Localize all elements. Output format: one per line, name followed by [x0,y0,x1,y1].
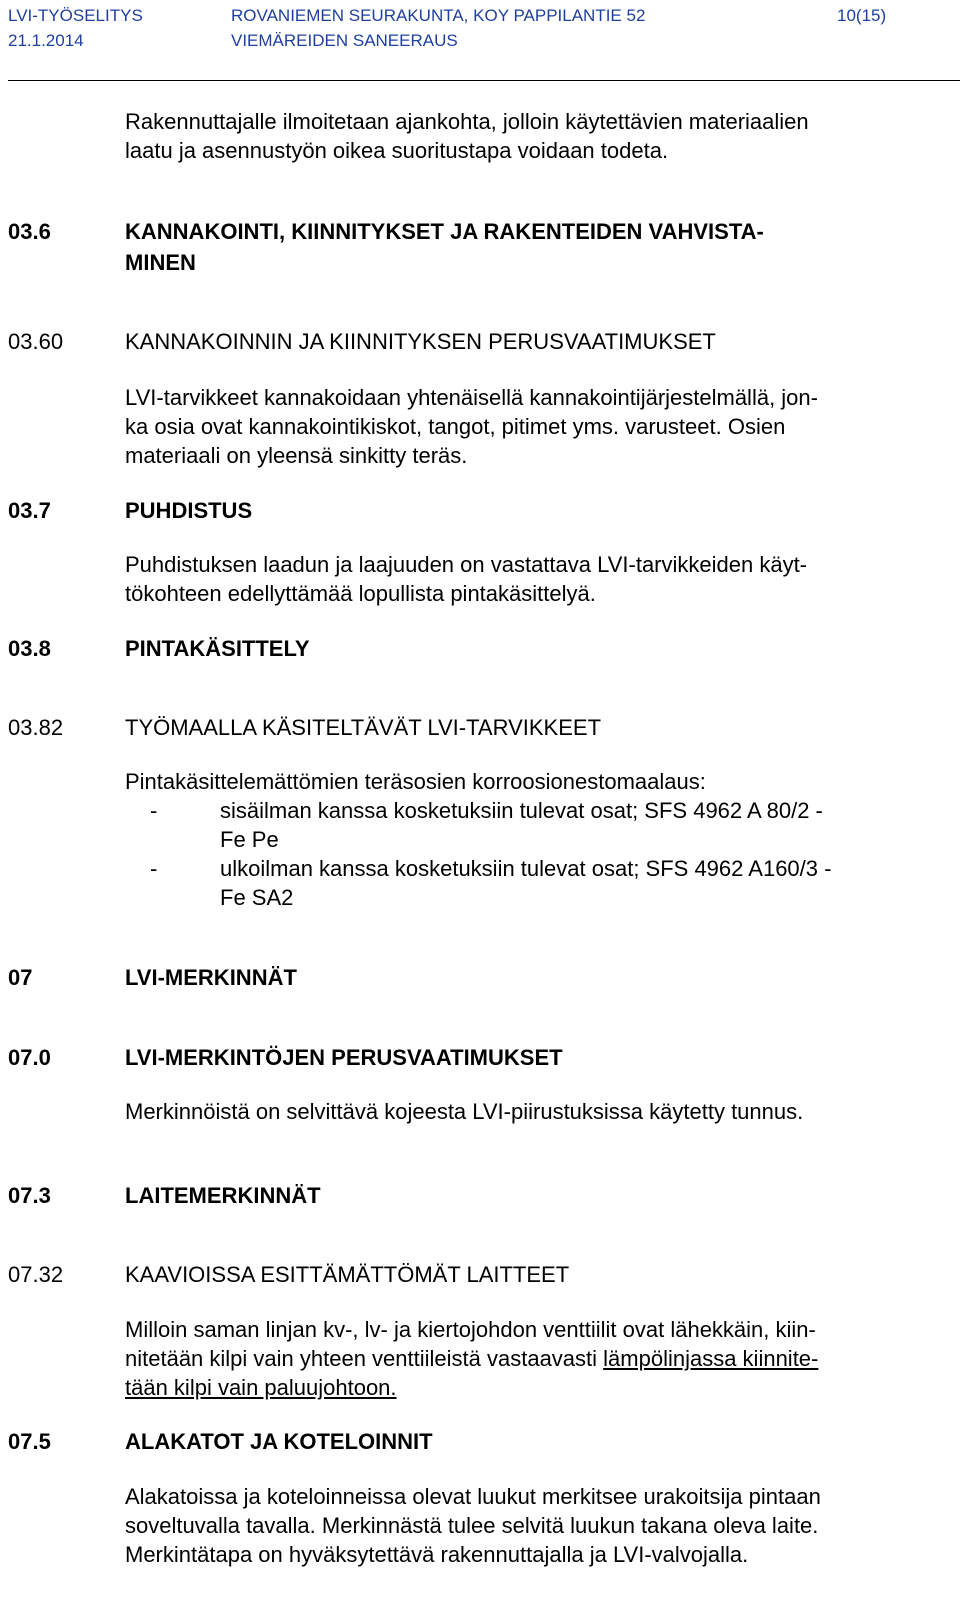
section-title-03-7: PUHDISTUS [125,498,253,523]
section-title-07: LVI-MERKINNÄT [125,965,297,990]
paragraph-03-60-line-3: materiaali on yleensä sinkitty teräs. [125,443,468,468]
section-title-03-60: KANNAKOINNIN JA KIINNITYKSEN PERUSVAATIMUKSET [125,329,716,354]
paragraph-03-7-line-2: tökohteen edellyttämää lopullista pintakäsittelyä. [125,581,596,606]
section-title-07-3: LAITEMERKINNÄT [125,1183,321,1208]
paragraph-07-32-line-1: Milloin saman linjan kv-, lv- ja kiertojohdon venttiilit ovat lähekkäin, kiin- [125,1317,816,1342]
underlined-requirement-part-1: lämpölinjassa kiinnite- [603,1346,819,1371]
section-number-07: 07 [8,965,33,990]
paragraph-07-5-line-1: Alakatoissa ja koteloinneissa olevat luukut merkitsee urakoitsija pintaan [125,1484,821,1509]
section-title-07-32: KAAVIOISSA ESITTÄMÄTTÖMÄT LAITTEET [125,1262,570,1287]
paragraph-07-32-line-2 [125,1344,818,1374]
section-number-03-8: 03.8 [8,636,51,661]
section-title-03-8: PINTAKÄSITTELY [125,636,310,661]
paragraph-03-82-intro: Pintakäsittelemättömien teräsosien korroosionestomaalaus: [125,769,706,794]
section-title-03-6-line-1: KANNAKOINTI, KIINNITYKSET JA RAKENTEIDEN VAHVISTA- [125,219,764,244]
list-item-1-line-2: Fe Pe [220,827,279,852]
list-bullet-1: - [150,798,158,823]
section-number-03-60: 03.60 [8,329,64,354]
section-title-07-0: LVI-MERKINTÖJEN PERUSVAATIMUKSET [125,1045,563,1070]
project-subtitle: VIEMÄREIDEN SANEERAUS [231,31,458,50]
list-item-2-line-2: Fe SA2 [220,885,294,910]
section-title-07-5: ALAKATOT JA KOTELOINNIT [125,1429,433,1454]
paragraph-07-5-line-3: Merkintätapa on hyväksytettävä rakennuttajalla ja LVI-valvojalla. [125,1542,749,1567]
intro-line-1: Rakennuttajalle ilmoitetaan ajankohta, jolloin käytettävien materiaalien [125,109,809,134]
section-number-07-0: 07.0 [8,1045,51,1070]
list-item-2-line-1: ulkoilman kanssa kosketuksiin tulevat osat; SFS 4962 A160/3 - [220,856,832,881]
section-number-07-5: 07.5 [8,1429,51,1454]
header-divider [8,80,960,81]
section-number-07-3: 07.3 [8,1183,51,1208]
section-title-03-82: TYÖMAALLA KÄSITELTÄVÄT LVI-TARVIKKEET [125,715,602,740]
paragraph-07-0-line-1: Merkinnöistä on selvittävä kojeesta LVI-piirustuksissa käytetty tunnus. [125,1099,804,1124]
paragraph-03-60-line-2: ka osia ovat kannakointikiskot, tangot, pitimet yms. varusteet. Osien [125,414,786,439]
document-type: LVI-TYÖSELITYS [8,6,143,25]
list-item-1-line-1: sisäilman kanssa kosketuksiin tulevat osat; SFS 4962 A 80/2 - [220,798,823,823]
paragraph-07-5-line-2: soveltuvalla tavalla. Merkinnästä tulee selvitä luukun takana oleva laite. [125,1513,819,1538]
section-number-07-32: 07.32 [8,1262,64,1287]
section-title-03-6-line-2: MINEN [125,250,196,275]
section-number-03-7: 03.7 [8,498,51,523]
section-number-03-6: 03.6 [8,219,51,244]
paragraph-03-60-line-1: LVI-tarvikkeet kannakoidaan yhtenäisellä kannakointijärjestelmällä, jon- [125,385,818,410]
section-number-03-82: 03.82 [8,715,64,740]
paragraph-07-32-line-2-text: nitetään kilpi vain yhteen venttiileistä vastaavasti [125,1346,604,1371]
document-date: 21.1.2014 [8,31,84,50]
paragraph-03-7-line-1: Puhdistuksen laadun ja laajuuden on vastattava LVI-tarvikkeiden käyt- [125,552,808,577]
page-number: 10(15) [837,6,887,25]
intro-line-2: laatu ja asennustyön oikea suoritustapa voidaan todeta. [125,138,669,163]
underlined-requirement-part-2: tään kilpi vain paluujohtoon. [125,1375,397,1400]
project-name: ROVANIEMEN SEURAKUNTA, KOY PAPPILANTIE 52 [231,6,646,25]
list-bullet-2: - [150,856,158,881]
